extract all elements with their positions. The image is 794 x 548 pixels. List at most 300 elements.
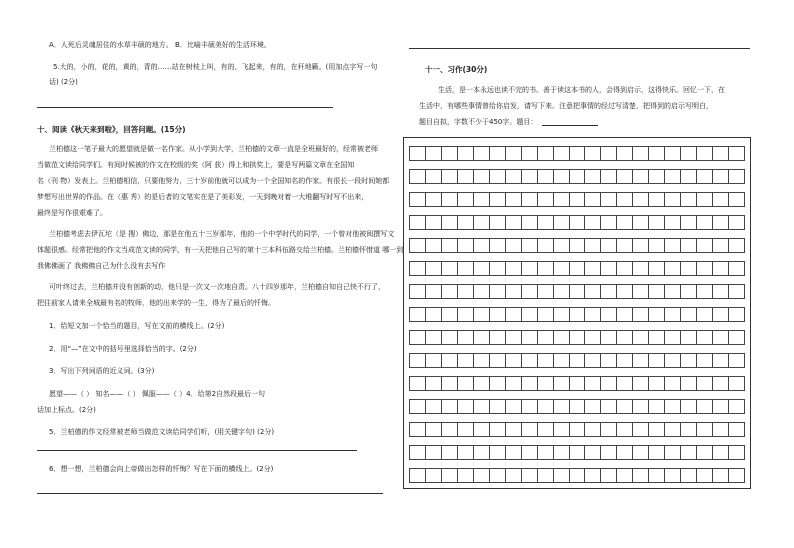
grid-cell[interactable]: [649, 445, 665, 460]
grid-cell[interactable]: [665, 284, 681, 299]
grid-cell[interactable]: [490, 330, 506, 345]
grid-cell[interactable]: [681, 169, 697, 184]
grid-cell[interactable]: [665, 468, 681, 483]
grid-cell[interactable]: [601, 284, 617, 299]
grid-cell[interactable]: [617, 261, 633, 276]
grid-cell[interactable]: [458, 307, 474, 322]
grid-cell[interactable]: [633, 146, 649, 161]
grid-cell[interactable]: [617, 468, 633, 483]
title-blank[interactable]: [542, 125, 598, 126]
grid-cell[interactable]: [585, 353, 601, 368]
grid-row[interactable]: [409, 261, 745, 276]
grid-cell[interactable]: [490, 468, 506, 483]
grid-cell[interactable]: [458, 238, 474, 253]
grid-cell[interactable]: [633, 215, 649, 230]
grid-cell[interactable]: [713, 445, 729, 460]
grid-cell[interactable]: [601, 376, 617, 391]
grid-cell[interactable]: [713, 399, 729, 414]
grid-cell[interactable]: [617, 399, 633, 414]
grid-cell[interactable]: [554, 215, 570, 230]
grid-cell[interactable]: [601, 238, 617, 253]
grid-cell[interactable]: [697, 330, 713, 345]
grid-cell[interactable]: [617, 215, 633, 230]
grid-cell[interactable]: [617, 146, 633, 161]
grid-cell[interactable]: [538, 238, 554, 253]
grid-cell[interactable]: [474, 468, 490, 483]
grid-cell[interactable]: [490, 261, 506, 276]
grid-cell[interactable]: [713, 146, 729, 161]
grid-cell[interactable]: [474, 353, 490, 368]
grid-cell[interactable]: [713, 422, 729, 437]
grid-cell[interactable]: [490, 146, 506, 161]
grid-cell[interactable]: [506, 238, 522, 253]
grid-cell[interactable]: [729, 468, 745, 483]
grid-cell[interactable]: [538, 353, 554, 368]
grid-cell[interactable]: [426, 169, 442, 184]
grid-cell[interactable]: [601, 215, 617, 230]
grid-row[interactable]: [409, 376, 745, 391]
grid-cell[interactable]: [570, 284, 586, 299]
grid-cell[interactable]: [649, 169, 665, 184]
grid-cell[interactable]: [490, 284, 506, 299]
grid-cell[interactable]: [426, 284, 442, 299]
grid-row[interactable]: [409, 146, 745, 161]
grid-cell[interactable]: [570, 468, 586, 483]
grid-cell[interactable]: [665, 146, 681, 161]
grid-cell[interactable]: [426, 353, 442, 368]
grid-cell[interactable]: [458, 261, 474, 276]
grid-cell[interactable]: [458, 376, 474, 391]
grid-cell[interactable]: [729, 330, 745, 345]
grid-cell[interactable]: [506, 353, 522, 368]
grid-cell[interactable]: [617, 192, 633, 207]
grid-cell[interactable]: [409, 238, 426, 253]
grid-cell[interactable]: [697, 376, 713, 391]
grid-cell[interactable]: [538, 307, 554, 322]
grid-cell[interactable]: [601, 192, 617, 207]
grid-cell[interactable]: [633, 261, 649, 276]
grid-cell[interactable]: [681, 468, 697, 483]
grid-cell[interactable]: [409, 422, 426, 437]
grid-cell[interactable]: [409, 330, 426, 345]
grid-cell[interactable]: [506, 192, 522, 207]
grid-cell[interactable]: [522, 330, 538, 345]
grid-cell[interactable]: [442, 376, 458, 391]
grid-cell[interactable]: [729, 146, 745, 161]
grid-cell[interactable]: [522, 261, 538, 276]
grid-cell[interactable]: [506, 307, 522, 322]
grid-cell[interactable]: [585, 192, 601, 207]
grid-cell[interactable]: [522, 146, 538, 161]
grid-cell[interactable]: [538, 169, 554, 184]
grid-cell[interactable]: [474, 330, 490, 345]
grid-cell[interactable]: [474, 399, 490, 414]
grid-cell[interactable]: [649, 330, 665, 345]
grid-cell[interactable]: [585, 468, 601, 483]
grid-cell[interactable]: [617, 307, 633, 322]
grid-cell[interactable]: [474, 307, 490, 322]
grid-cell[interactable]: [665, 330, 681, 345]
grid-cell[interactable]: [426, 307, 442, 322]
grid-cell[interactable]: [554, 330, 570, 345]
grid-cell[interactable]: [538, 261, 554, 276]
grid-cell[interactable]: [426, 422, 442, 437]
grid-row[interactable]: [409, 353, 745, 368]
grid-row[interactable]: [409, 445, 745, 460]
grid-cell[interactable]: [409, 307, 426, 322]
grid-cell[interactable]: [522, 169, 538, 184]
grid-cell[interactable]: [538, 330, 554, 345]
grid-cell[interactable]: [633, 330, 649, 345]
grid-cell[interactable]: [649, 422, 665, 437]
grid-cell[interactable]: [713, 261, 729, 276]
grid-cell[interactable]: [538, 215, 554, 230]
grid-cell[interactable]: [506, 284, 522, 299]
grid-cell[interactable]: [697, 399, 713, 414]
grid-cell[interactable]: [713, 330, 729, 345]
grid-cell[interactable]: [426, 238, 442, 253]
grid-row[interactable]: [409, 192, 745, 207]
grid-cell[interactable]: [442, 445, 458, 460]
grid-cell[interactable]: [522, 399, 538, 414]
grid-cell[interactable]: [729, 284, 745, 299]
grid-cell[interactable]: [442, 192, 458, 207]
grid-cell[interactable]: [729, 445, 745, 460]
answer-line-q5[interactable]: [37, 107, 333, 108]
grid-cell[interactable]: [681, 284, 697, 299]
grid-cell[interactable]: [426, 399, 442, 414]
grid-row[interactable]: [409, 399, 745, 414]
grid-cell[interactable]: [617, 445, 633, 460]
grid-cell[interactable]: [506, 445, 522, 460]
grid-cell[interactable]: [474, 445, 490, 460]
grid-cell[interactable]: [633, 353, 649, 368]
grid-cell[interactable]: [490, 169, 506, 184]
grid-cell[interactable]: [633, 468, 649, 483]
grid-cell[interactable]: [409, 215, 426, 230]
grid-cell[interactable]: [490, 445, 506, 460]
grid-cell[interactable]: [458, 215, 474, 230]
grid-cell[interactable]: [681, 353, 697, 368]
grid-cell[interactable]: [426, 330, 442, 345]
grid-cell[interactable]: [697, 445, 713, 460]
grid-cell[interactable]: [649, 468, 665, 483]
grid-cell[interactable]: [570, 445, 586, 460]
grid-cell[interactable]: [665, 261, 681, 276]
grid-cell[interactable]: [649, 376, 665, 391]
grid-cell[interactable]: [442, 468, 458, 483]
grid-cell[interactable]: [554, 468, 570, 483]
grid-cell[interactable]: [633, 445, 649, 460]
grid-cell[interactable]: [474, 261, 490, 276]
grid-cell[interactable]: [458, 330, 474, 345]
grid-cell[interactable]: [506, 399, 522, 414]
grid-cell[interactable]: [554, 422, 570, 437]
grid-row[interactable]: [409, 215, 745, 230]
grid-cell[interactable]: [458, 468, 474, 483]
grid-cell[interactable]: [522, 376, 538, 391]
grid-row[interactable]: [409, 422, 745, 437]
grid-cell[interactable]: [538, 284, 554, 299]
grid-cell[interactable]: [442, 422, 458, 437]
grid-cell[interactable]: [474, 422, 490, 437]
grid-cell[interactable]: [554, 445, 570, 460]
grid-cell[interactable]: [442, 261, 458, 276]
grid-cell[interactable]: [633, 169, 649, 184]
grid-cell[interactable]: [585, 146, 601, 161]
grid-cell[interactable]: [697, 284, 713, 299]
grid-cell[interactable]: [522, 422, 538, 437]
grid-cell[interactable]: [665, 445, 681, 460]
grid-cell[interactable]: [697, 422, 713, 437]
grid-row[interactable]: [409, 284, 745, 299]
grid-cell[interactable]: [585, 445, 601, 460]
grid-cell[interactable]: [665, 215, 681, 230]
grid-cell[interactable]: [554, 353, 570, 368]
grid-cell[interactable]: [585, 284, 601, 299]
grid-cell[interactable]: [409, 445, 426, 460]
grid-cell[interactable]: [538, 399, 554, 414]
grid-cell[interactable]: [522, 307, 538, 322]
grid-cell[interactable]: [713, 376, 729, 391]
grid-cell[interactable]: [442, 169, 458, 184]
grid-cell[interactable]: [601, 330, 617, 345]
grid-cell[interactable]: [601, 261, 617, 276]
grid-cell[interactable]: [522, 192, 538, 207]
grid-cell[interactable]: [681, 192, 697, 207]
grid-cell[interactable]: [681, 146, 697, 161]
grid-cell[interactable]: [554, 192, 570, 207]
grid-cell[interactable]: [522, 284, 538, 299]
grid-cell[interactable]: [474, 284, 490, 299]
grid-cell[interactable]: [585, 376, 601, 391]
grid-cell[interactable]: [601, 146, 617, 161]
grid-cell[interactable]: [681, 238, 697, 253]
grid-cell[interactable]: [490, 422, 506, 437]
grid-cell[interactable]: [649, 146, 665, 161]
grid-cell[interactable]: [570, 422, 586, 437]
grid-cell[interactable]: [522, 238, 538, 253]
grid-cell[interactable]: [490, 399, 506, 414]
grid-cell[interactable]: [570, 169, 586, 184]
grid-cell[interactable]: [458, 399, 474, 414]
grid-cell[interactable]: [681, 445, 697, 460]
grid-cell[interactable]: [713, 192, 729, 207]
grid-cell[interactable]: [649, 215, 665, 230]
grid-cell[interactable]: [490, 307, 506, 322]
grid-cell[interactable]: [409, 192, 426, 207]
grid-cell[interactable]: [554, 307, 570, 322]
grid-cell[interactable]: [617, 284, 633, 299]
grid-cell[interactable]: [665, 399, 681, 414]
grid-cell[interactable]: [729, 215, 745, 230]
grid-cell[interactable]: [713, 307, 729, 322]
grid-cell[interactable]: [681, 422, 697, 437]
grid-cell[interactable]: [538, 146, 554, 161]
grid-cell[interactable]: [554, 284, 570, 299]
grid-cell[interactable]: [713, 353, 729, 368]
grid-cell[interactable]: [506, 169, 522, 184]
grid-cell[interactable]: [458, 284, 474, 299]
grid-cell[interactable]: [409, 284, 426, 299]
grid-cell[interactable]: [697, 307, 713, 322]
grid-cell[interactable]: [697, 353, 713, 368]
grid-cell[interactable]: [474, 238, 490, 253]
grid-cell[interactable]: [474, 169, 490, 184]
grid-cell[interactable]: [697, 468, 713, 483]
grid-cell[interactable]: [506, 376, 522, 391]
grid-cell[interactable]: [585, 307, 601, 322]
grid-cell[interactable]: [729, 422, 745, 437]
grid-cell[interactable]: [729, 169, 745, 184]
grid-cell[interactable]: [506, 468, 522, 483]
grid-cell[interactable]: [713, 284, 729, 299]
grid-cell[interactable]: [585, 330, 601, 345]
grid-cell[interactable]: [458, 445, 474, 460]
grid-row[interactable]: [409, 468, 745, 483]
grid-cell[interactable]: [570, 238, 586, 253]
grid-cell[interactable]: [601, 422, 617, 437]
grid-cell[interactable]: [426, 445, 442, 460]
grid-cell[interactable]: [729, 376, 745, 391]
grid-cell[interactable]: [570, 261, 586, 276]
grid-cell[interactable]: [665, 238, 681, 253]
grid-cell[interactable]: [697, 215, 713, 230]
grid-cell[interactable]: [649, 284, 665, 299]
grid-cell[interactable]: [426, 468, 442, 483]
grid-cell[interactable]: [601, 445, 617, 460]
grid-cell[interactable]: [697, 238, 713, 253]
grid-cell[interactable]: [554, 376, 570, 391]
grid-cell[interactable]: [570, 376, 586, 391]
grid-cell[interactable]: [474, 376, 490, 391]
grid-cell[interactable]: [601, 307, 617, 322]
grid-cell[interactable]: [490, 376, 506, 391]
grid-cell[interactable]: [442, 284, 458, 299]
grid-cell[interactable]: [649, 399, 665, 414]
grid-cell[interactable]: [442, 215, 458, 230]
grid-cell[interactable]: [442, 146, 458, 161]
grid-cell[interactable]: [601, 468, 617, 483]
grid-cell[interactable]: [729, 353, 745, 368]
grid-cell[interactable]: [633, 284, 649, 299]
grid-cell[interactable]: [681, 307, 697, 322]
grid-cell[interactable]: [522, 353, 538, 368]
grid-cell[interactable]: [506, 422, 522, 437]
grid-cell[interactable]: [633, 399, 649, 414]
grid-cell[interactable]: [474, 215, 490, 230]
grid-row[interactable]: [409, 307, 745, 322]
grid-cell[interactable]: [633, 192, 649, 207]
grid-cell[interactable]: [633, 307, 649, 322]
grid-cell[interactable]: [665, 169, 681, 184]
grid-cell[interactable]: [554, 146, 570, 161]
grid-cell[interactable]: [570, 399, 586, 414]
grid-cell[interactable]: [570, 192, 586, 207]
grid-cell[interactable]: [601, 399, 617, 414]
grid-cell[interactable]: [681, 376, 697, 391]
grid-cell[interactable]: [585, 399, 601, 414]
grid-cell[interactable]: [713, 215, 729, 230]
grid-cell[interactable]: [442, 238, 458, 253]
grid-cell[interactable]: [665, 307, 681, 322]
grid-cell[interactable]: [409, 399, 426, 414]
grid-cell[interactable]: [554, 261, 570, 276]
grid-cell[interactable]: [554, 169, 570, 184]
grid-cell[interactable]: [681, 261, 697, 276]
grid-cell[interactable]: [649, 261, 665, 276]
grid-cell[interactable]: [570, 215, 586, 230]
grid-cell[interactable]: [506, 330, 522, 345]
grid-cell[interactable]: [490, 238, 506, 253]
grid-cell[interactable]: [409, 261, 426, 276]
grid-cell[interactable]: [713, 169, 729, 184]
grid-cell[interactable]: [458, 422, 474, 437]
grid-cell[interactable]: [458, 146, 474, 161]
grid-cell[interactable]: [554, 238, 570, 253]
grid-cell[interactable]: [585, 215, 601, 230]
grid-cell[interactable]: [426, 192, 442, 207]
grid-cell[interactable]: [617, 169, 633, 184]
grid-cell[interactable]: [665, 422, 681, 437]
grid-cell[interactable]: [681, 330, 697, 345]
grid-cell[interactable]: [633, 238, 649, 253]
grid-cell[interactable]: [570, 330, 586, 345]
grid-cell[interactable]: [697, 169, 713, 184]
grid-cell[interactable]: [409, 169, 426, 184]
grid-cell[interactable]: [538, 192, 554, 207]
grid-cell[interactable]: [697, 261, 713, 276]
grid-cell[interactable]: [458, 192, 474, 207]
grid-cell[interactable]: [649, 307, 665, 322]
grid-cell[interactable]: [522, 468, 538, 483]
grid-cell[interactable]: [617, 238, 633, 253]
answer-line-q6[interactable]: [37, 493, 383, 494]
grid-cell[interactable]: [442, 399, 458, 414]
grid-cell[interactable]: [617, 353, 633, 368]
grid-cell[interactable]: [617, 330, 633, 345]
grid-row[interactable]: [409, 238, 745, 253]
grid-cell[interactable]: [729, 192, 745, 207]
grid-cell[interactable]: [490, 215, 506, 230]
grid-cell[interactable]: [585, 169, 601, 184]
grid-cell[interactable]: [729, 261, 745, 276]
grid-cell[interactable]: [506, 146, 522, 161]
grid-cell[interactable]: [665, 376, 681, 391]
grid-cell[interactable]: [409, 468, 426, 483]
grid-row[interactable]: [409, 330, 745, 345]
grid-cell[interactable]: [585, 238, 601, 253]
composition-grid[interactable]: [403, 137, 751, 489]
grid-cell[interactable]: [538, 376, 554, 391]
grid-cell[interactable]: [570, 146, 586, 161]
grid-cell[interactable]: [426, 146, 442, 161]
grid-cell[interactable]: [426, 215, 442, 230]
grid-cell[interactable]: [697, 192, 713, 207]
grid-cell[interactable]: [554, 399, 570, 414]
grid-cell[interactable]: [474, 146, 490, 161]
grid-cell[interactable]: [617, 376, 633, 391]
answer-line-q5b[interactable]: [37, 450, 357, 451]
grid-cell[interactable]: [617, 422, 633, 437]
grid-cell[interactable]: [506, 261, 522, 276]
grid-cell[interactable]: [570, 353, 586, 368]
grid-cell[interactable]: [522, 215, 538, 230]
grid-cell[interactable]: [681, 399, 697, 414]
grid-cell[interactable]: [697, 146, 713, 161]
grid-cell[interactable]: [538, 468, 554, 483]
grid-row[interactable]: [409, 169, 745, 184]
